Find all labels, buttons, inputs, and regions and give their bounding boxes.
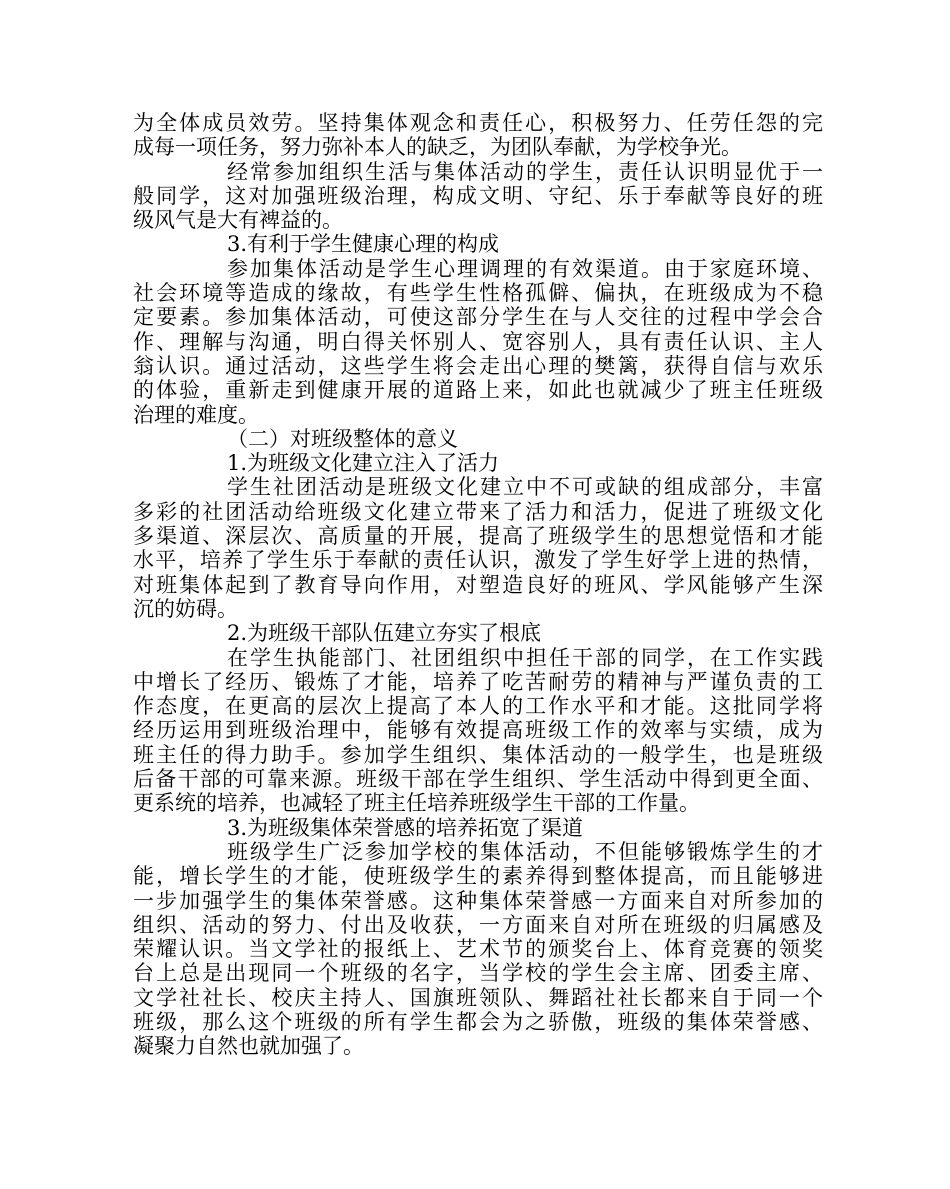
heading-text: 2.为班级干部队伍建立夯实了根底 <box>227 621 542 646</box>
paragraph-line: 的体验，重新走到健康开展的道路上来，如此也就减少了班主任班级 <box>133 378 823 403</box>
paragraph-line: 凝聚力自然也就加强了。 <box>133 1034 364 1059</box>
paragraph-line: 经历运用到班级治理中，能够有效提高班级工作的效率与实绩，成为 <box>133 718 823 743</box>
paragraph-line: 水平，培养了学生乐于奉献的责任认识，激发了学生好学上进的热情， <box>133 548 823 573</box>
paragraph-line: 班主任的得力助手。参加学生组织、集体活动的一般学生，也是班级 <box>133 742 823 767</box>
paragraph-line: 参加集体活动是学生心理调理的有效渠道。由于家庭环境、 <box>227 256 823 281</box>
section-heading <box>133 451 823 475</box>
section-heading <box>133 816 823 840</box>
paragraph-line: 为全体成员效劳。坚持集体观念和责任心，积极努力、任劳任怨的完 <box>133 111 823 135</box>
paragraph-line: 对班集体起到了教育导向作用，对塑造良好的班风、学风能够产生深 <box>133 572 823 597</box>
body-paragraph <box>133 160 823 233</box>
paragraph-line: 后备干部的可靠来源。班级干部在学生组织、学生活动中得到更全面、 <box>133 767 823 792</box>
section-heading <box>133 621 823 645</box>
paragraph-line: 翁认识。通过活动，这些学生将会走出心理的樊篱，获得自信与欢乐 <box>133 353 823 378</box>
paragraph-line: 在学生执能部门、社团组织中担任干部的同学，在工作实践 <box>227 645 823 670</box>
paragraph-line: 社会环境等造成的缘故，有些学生性格孤僻、偏执，在班级成为不稳 <box>133 281 823 306</box>
paragraph-line: 班级学生广泛参加学校的集体活动，不但能够锻炼学生的才 <box>227 839 823 864</box>
body-paragraph <box>133 646 823 816</box>
document-page <box>133 111 823 1059</box>
paragraph-line: 更系统的培养，也减轻了班主任培养班级学生干部的工作量。 <box>133 791 700 816</box>
paragraph-line: 班级，那么这个班级的所有学生都会为之骄傲，班级的集体荣誉感、 <box>133 1009 823 1034</box>
body-paragraph <box>133 840 823 1059</box>
heading-text: （二）对班级整体的意义 <box>227 426 458 451</box>
heading-text: 3.为班级集体荣誉感的培养拓宽了渠道 <box>227 815 584 840</box>
paragraph-line: 般同学，这对加强班级治理，构成文明、守纪、乐于奉献等良好的班 <box>133 183 823 208</box>
paragraph-line: 组织、活动的努力、付出及收获，一方面来自对所在班级的归属感及 <box>133 912 823 937</box>
paragraph-line: 作态度，在更高的层次上提高了本人的工作水平和才能。这批同学将 <box>133 694 823 719</box>
paragraph-line: 沉的妨碍。 <box>133 596 238 621</box>
heading-text: 3.有利于学生健康心理的构成 <box>227 232 500 257</box>
section-heading <box>133 427 823 451</box>
body-paragraph <box>133 257 823 427</box>
paragraph-line: 荣耀认识。当文学社的报纸上、艺术节的颁奖台上、体育竞赛的领奖 <box>133 937 823 962</box>
paragraph-line: 经常参加组织生活与集体活动的学生，责任认识明显优于一 <box>227 159 823 184</box>
body-paragraph <box>133 475 823 621</box>
paragraph-line: 能，增长学生的才能，使班级学生的素养得到整体提高，而且能够进 <box>133 864 823 889</box>
heading-text: 1.为班级文化建立注入了活力 <box>227 451 500 476</box>
paragraph-line: 级风气是大有裨益的。 <box>133 208 343 233</box>
paragraph-line: 学生社团活动是班级文化建立中不可或缺的组成部分，丰富 <box>227 475 823 500</box>
paragraph-line: 成每一项任务，努力弥补本人的缺乏，为团队奉献，为学校争光。 <box>133 135 742 160</box>
paragraph-line: 治理的难度。 <box>133 402 259 427</box>
paragraph-line: 中增长了经历、锻炼了才能，培养了吃苦耐劳的精神与严谨负责的工 <box>133 669 823 694</box>
body-paragraph <box>133 111 823 160</box>
paragraph-line: 一步加强学生的集体荣誉感。这种集体荣誉感一方面来自对所参加的 <box>133 888 823 913</box>
paragraph-line: 多渠道、深层次、高质量的开展，提高了班级学生的思想觉悟和才能 <box>133 524 823 549</box>
paragraph-line: 台上总是出现同一个班级的名字，当学校的学生会主席、团委主席、 <box>133 961 823 986</box>
paragraph-line: 文学社社长、校庆主持人、国旗班领队、舞蹈社社长都来自于同一个 <box>133 985 823 1010</box>
paragraph-line: 多彩的社团活动给班级文化建立带来了活力和活力，促进了班级文化 <box>133 499 823 524</box>
section-heading <box>133 232 823 256</box>
paragraph-line: 作、理解与沟通，明白得关怀别人、宽容别人，具有责任认识、主人 <box>133 329 823 354</box>
paragraph-line: 定要素。参加集体活动，可使这部分学生在与人交往的过程中学会合 <box>133 305 823 330</box>
